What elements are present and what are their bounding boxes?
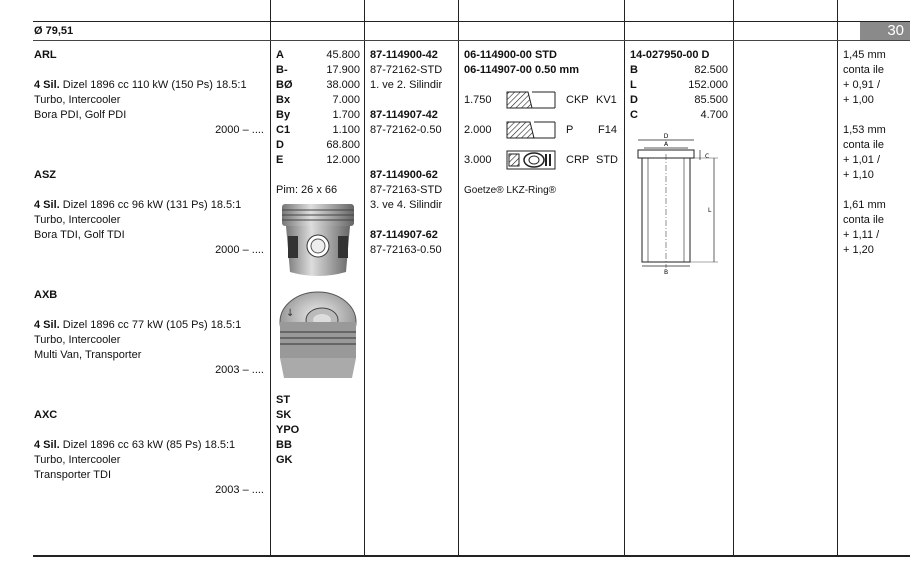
legend-item: GK [276,454,293,466]
dim-value: 17.900 [326,64,360,76]
piston-note: 3. ve 4. Silindir [370,199,443,211]
diagram-label-l: L [708,207,712,214]
piston-top-image [276,288,360,380]
piston-part: 87-114900-42 [370,49,438,61]
liner-dim-value: 85.500 [694,94,728,106]
engine-code-asz: ASZ [34,169,56,181]
protrusion-range-a: + 1,11 / [843,229,880,241]
piston-ref: 87-72163-STD [370,184,443,196]
dim-value: 7.000 [332,94,360,106]
piston-side-image [278,200,358,280]
header-top-rule [33,21,910,22]
liner-part: 14-027950-00 D [630,49,710,61]
engine-line3: Bora PDI, Golf PDI [34,109,127,121]
piston-ref: 87-72163-0.50 [370,244,442,256]
piston-part: 87-114907-62 [370,229,438,241]
dim-key: C1 [276,124,291,136]
dim-key: By [276,109,291,121]
ring-code: F14 [598,124,617,136]
dim-value: 1.700 [332,109,360,121]
engine-line3: Multi Van, Transporter [34,349,142,361]
liner-dim-key: C [630,109,638,121]
diagram-label-a: A [663,141,669,148]
engine-line2: Turbo, Intercooler [34,214,121,226]
engine-code-axb: AXB [34,289,58,301]
diagram-label-c: C [705,153,710,160]
engine-line2: Turbo, Intercooler [34,94,121,106]
col-divider-5 [733,0,734,556]
dim-key: B- [276,64,288,76]
protrusion-mm: 1,53 mm [843,124,886,136]
ring-profile-icon [506,119,556,141]
bore-diameter: Ø 79,51 [34,25,74,37]
dim-key: BØ [276,79,293,91]
piston-part: 87-114907-42 [370,109,438,121]
engine-line3: Bora TDI, Golf TDI [34,229,125,241]
legend-item: SK [276,409,292,421]
legend-item: ST [276,394,291,406]
protrusion-range-a: + 1,01 / [843,154,881,166]
engine-years: 2003 – .... [215,364,264,376]
svg-text:↓: ↓ [286,308,295,319]
dim-key: E [276,154,284,166]
dim-value: 68.800 [326,139,360,151]
piston-note: 1. ve 2. Silindir [370,79,443,91]
liner-dim-key: L [630,79,637,91]
ring-width: 1.750 [464,94,492,106]
engine-desc: 4 Sil. Dizel 1896 cc 63 kW (85 Ps) 18.5:1 [34,439,236,451]
col-divider-2 [364,0,365,556]
ring-type: P [566,124,574,136]
ring-profile-icon [506,89,556,111]
protrusion-range-a: + 0,91 / [843,79,881,91]
engine-years: 2000 – .... [215,244,264,256]
engine-years: 2000 – .... [215,124,264,136]
protrusion-mm: 1,45 mm [843,49,886,61]
dim-value: 45.800 [326,49,360,61]
dim-value: 1.100 [332,124,360,136]
liner-dim-key: D [630,94,638,106]
ring-width: 3.000 [464,154,492,166]
piston-part: 87-114900-62 [370,169,438,181]
engine-line2: Turbo, Intercooler [34,454,121,466]
engine-desc: 4 Sil. Dizel 1896 cc 77 kW (105 Ps) 18.5:1 [34,319,242,331]
col-divider-1 [270,0,271,556]
engine-desc: 4 Sil. Dizel 1896 cc 96 kW (131 Ps) 18.5:1 [34,199,242,211]
protrusion-range-b: + 1,00 [843,94,874,106]
oil-ring-profile-icon [506,148,560,172]
piston-ref: 87-72162-STD [370,64,443,76]
ring-type: CRP [566,154,590,166]
protrusion-label: conta ile [843,64,884,76]
liner-dim-value: 152.000 [688,79,728,91]
pin-size: Pim: 26 x 66 [276,184,338,196]
protrusion-range-b: + 1,20 [843,244,874,256]
ring-brand: Goetze® LKZ-Ring® [464,185,556,196]
engine-code-arl: ARL [34,49,57,61]
liner-diagram [630,130,730,276]
dim-value: 12.000 [326,154,360,166]
diagram-label-d: D [663,133,669,140]
dim-key: A [276,49,284,61]
diagram-label-b: B [663,269,669,276]
protrusion-range-b: + 1,10 [843,169,874,181]
liner-dim-value: 4.700 [700,109,728,121]
protrusion-mm: 1,61 mm [843,199,886,211]
legend-item: BB [276,439,292,451]
col-divider-3 [458,0,459,556]
ring-code: STD [596,154,618,166]
engine-line3: Transporter TDI [34,469,112,481]
ring-code: KV1 [596,94,617,106]
footer-rule [33,555,910,557]
col-divider-6 [837,0,838,556]
protrusion-label: conta ile [843,139,884,151]
engine-years: 2003 – .... [215,484,264,496]
engine-line2: Turbo, Intercooler [34,334,121,346]
header-bottom-rule [33,40,910,41]
ring-set-std: 06-114900-00 STD [464,49,557,61]
liner-dim-key: B [630,64,638,76]
ring-width: 2.000 [464,124,492,136]
page-number: 30 [860,22,910,40]
dim-key: D [276,139,284,151]
col-divider-4 [624,0,625,556]
ring-set-os: 06-114907-00 0.50 mm [464,64,579,76]
engine-code-axc: AXC [34,409,58,421]
protrusion-label: conta ile [843,214,884,226]
engine-desc: 4 Sil. Dizel 1896 cc 110 kW (150 Ps) 18.5:1 [34,79,247,91]
piston-ref: 87-72162-0.50 [370,124,442,136]
dim-key: Bx [276,94,291,106]
legend-item: YPO [276,424,300,436]
ring-type: CKP [566,94,589,106]
liner-dim-value: 82.500 [694,64,728,76]
dim-value: 38.000 [326,79,360,91]
